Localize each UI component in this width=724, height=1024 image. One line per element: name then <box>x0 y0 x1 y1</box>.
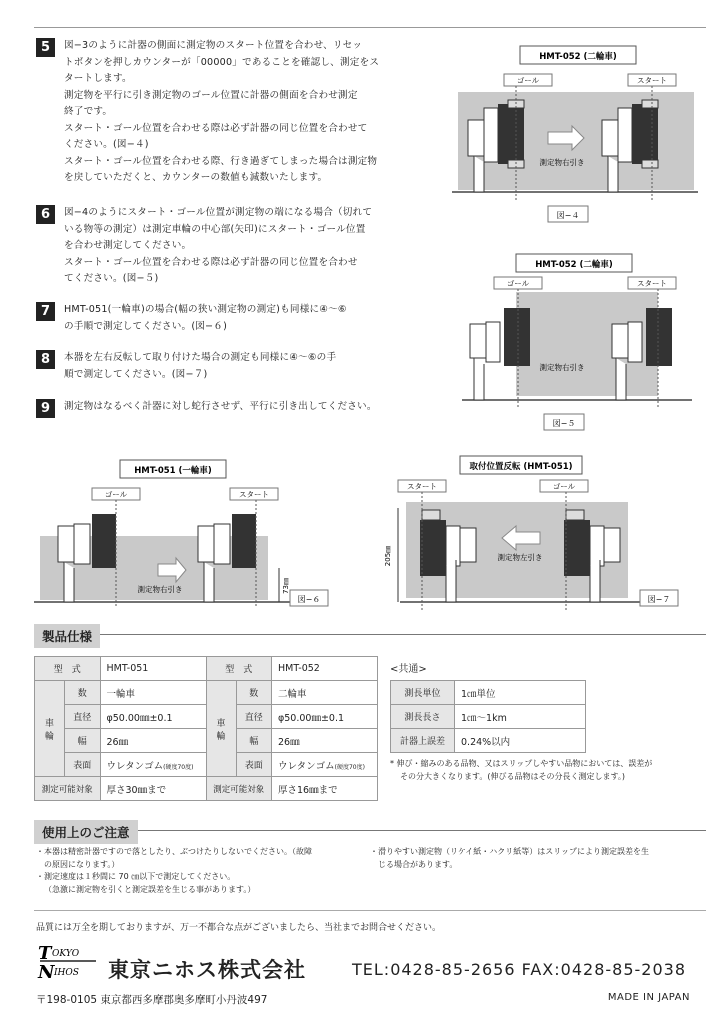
start-label: スタート <box>637 279 667 288</box>
step-line: を戻していただくと、カウンターの数値も減数いたします。 <box>64 172 328 183</box>
common-label: 測長単位 <box>391 681 455 705</box>
spec-table <box>34 656 378 801</box>
cautions-section-title: 使用上のご注意 <box>34 820 138 844</box>
step-line: てください。(図−５) <box>64 273 159 284</box>
count-value: 二輪車 <box>272 681 378 705</box>
step-line: 測定物はなるべく計器に対し蛇行させず、平行に引き出してください。 <box>64 401 377 412</box>
figure-title: HMT-052 (二輪車) <box>539 52 617 62</box>
step-line: トボタンを押しカウンターが「00000」であることを確認し、測定をス <box>64 56 380 68</box>
caution-line: の原因になります。） <box>44 859 120 869</box>
contact-numbers: TEL:0428-85-2656 FAX:0428-85-2038 <box>352 960 686 979</box>
step-line: ください。(図−４) <box>64 139 149 150</box>
step-line: スタート・ゴール位置を合わせる際は必ず計器の同じ位置を合わせて <box>64 122 368 134</box>
step-number: 7 <box>36 302 55 321</box>
common-value: 1㎝単位 <box>455 681 586 705</box>
target-value: 厚さ30㎜まで <box>100 777 206 801</box>
model-header: 型 式 <box>35 657 101 681</box>
quality-notice: 品質には万全を期しておりますが、万一不都合な点がございましたら、当社までお問合せください。 <box>36 923 442 933</box>
company-address: 〒198-0105 東京都西多摩郡奥多摩町小丹波497 <box>36 994 268 1006</box>
section-rule <box>34 634 706 635</box>
model-value: HMT-052 <box>272 657 378 681</box>
model-header: 型 式 <box>206 657 272 681</box>
step-line: 測定物を平行に引き測定物のゴール位置に計器の側面を合わせ測定 <box>64 89 358 101</box>
figure-caption: 図−７ <box>647 595 671 604</box>
step-9 <box>36 399 416 416</box>
surface-header: 表面 <box>65 753 101 777</box>
width-value: 26㎜ <box>272 729 378 753</box>
common-label: 測長長さ <box>391 705 455 729</box>
step-line: 終了です。 <box>64 106 113 117</box>
step-line: 本器を左右反転して取り付けた場合の測定も同様に④〜⑥の手 <box>64 352 337 363</box>
svg-text:T: T <box>38 943 52 964</box>
model-value: HMT-051 <box>100 657 206 681</box>
step-5 <box>36 38 416 187</box>
step-line: スタート・ゴール位置を合わせる際、行き過ぎてしまった場合は測定物 <box>64 155 378 167</box>
width-header: 幅 <box>236 729 272 753</box>
figure-5 <box>452 252 702 437</box>
figure-title: HMT-052 (二輪車) <box>535 260 613 270</box>
company-name: 東京ニホス株式会社 <box>108 958 306 982</box>
spec-note <box>390 758 690 783</box>
caution-line: ・本器は精密計器ですので落としたり、ぶつけたりしないでください。（故障 <box>36 847 312 856</box>
surface-value <box>272 753 378 777</box>
company-logo <box>36 942 100 980</box>
goal-label: ゴール <box>104 490 128 499</box>
caution-line: ・滑りやすい測定物（リケイ紙・ハクリ紙等）はスリップにより測定誤差を生 <box>370 847 649 856</box>
step-text <box>64 350 416 383</box>
diameter-header: 直径 <box>236 705 272 729</box>
logo-text-bottom: IHOS <box>54 968 79 978</box>
width-value: 26㎜ <box>100 729 206 753</box>
step-text <box>64 302 416 335</box>
figure-caption: 図−６ <box>297 595 321 604</box>
caution-line: じる場合があります。 <box>378 859 458 869</box>
start-label: スタート <box>637 76 667 85</box>
step-line: を合わせ測定してください。 <box>64 240 192 251</box>
wheel-header: 車輪 <box>206 681 236 777</box>
footer-rule <box>34 910 706 911</box>
pull-direction-label: 測定物左引き <box>497 553 543 562</box>
surface-hardness: (硬度70度) <box>334 763 365 771</box>
goal-label: ゴール <box>506 279 530 288</box>
note-line: * 伸び・縮みのある品物、又はスリップしやすい品物においては、誤差が <box>390 759 653 768</box>
cautions-left <box>36 846 356 896</box>
step-number: 8 <box>36 350 55 369</box>
surface-material: ウレタンゴム <box>106 760 164 772</box>
pull-direction-label: 測定物右引き <box>539 363 585 372</box>
logo-text-top: OKYO <box>52 949 80 959</box>
height-dimension: 73㎜ <box>282 578 290 594</box>
count-header: 数 <box>65 681 101 705</box>
common-value: 0.24%以内 <box>455 729 586 753</box>
surface-header: 表面 <box>236 753 272 777</box>
step-number: 9 <box>36 399 55 418</box>
step-line: いる物等の測定）は測定車輪の中心部(矢印)にスタート・ゴール位置 <box>64 223 366 235</box>
figure-6 <box>34 456 334 614</box>
diameter-value: φ50.00㎜±0.1 <box>100 705 206 729</box>
target-value: 厚さ16㎜まで <box>272 777 378 801</box>
step-6 <box>36 205 416 288</box>
note-line: その分大きくなります。(伸びる品物はその分長く測定します。) <box>400 771 625 781</box>
common-value: 1㎝〜1km <box>455 705 586 729</box>
step-number: 6 <box>36 205 55 224</box>
step-line: 図−4のようにスタート・ゴール位置が測定物の端になる場合（切れて <box>64 207 373 218</box>
pull-direction-label: 測定物右引き <box>137 585 183 594</box>
figure-caption: 図−４ <box>556 211 580 220</box>
step-number: 5 <box>36 38 55 57</box>
step-text <box>64 205 416 288</box>
top-rule <box>34 27 706 28</box>
common-title: <共通> <box>390 664 427 675</box>
start-label: スタート <box>239 490 269 499</box>
diameter-value: φ50.00㎜±0.1 <box>272 705 378 729</box>
spec-section-title: 製品仕様 <box>34 624 100 648</box>
goal-label: ゴール <box>552 482 576 491</box>
step-8 <box>36 350 416 383</box>
target-header: 測定可能対象 <box>206 777 272 801</box>
count-value: 一輪車 <box>100 681 206 705</box>
figure-title: 取付位置反転 (HMT-051) <box>469 462 573 472</box>
step-line: スタート・ゴール位置を合わせる際は必ず計器の同じ位置を合わせ <box>64 256 358 268</box>
width-header: 幅 <box>65 729 101 753</box>
surface-value <box>100 753 206 777</box>
step-7 <box>36 302 416 335</box>
figure-7 <box>380 452 700 614</box>
start-label: スタート <box>407 482 437 491</box>
svg-text:N: N <box>38 962 55 980</box>
step-text <box>64 399 416 416</box>
caution-line: （急激に測定物を引くと測定誤差を生じる事があります。） <box>44 884 256 894</box>
step-line: の手順で測定してください。(図−６) <box>64 320 228 332</box>
goal-label: ゴール <box>516 76 540 85</box>
step-text <box>64 38 416 187</box>
pull-direction-label: 測定物右引き <box>539 158 585 167</box>
surface-hardness: (硬度70度) <box>163 763 194 771</box>
made-in-label: MADE IN JAPAN <box>607 992 690 1003</box>
surface-material: ウレタンゴム <box>278 760 335 772</box>
figure-caption: 図−５ <box>552 419 576 428</box>
height-dimension: 205㎜ <box>384 545 392 567</box>
diameter-header: 直径 <box>65 705 101 729</box>
caution-line: ・測定速度は１秒間に 70 ㎝以下で測定してください。 <box>36 872 236 881</box>
step-line: 順で測定してください。(図−７) <box>64 368 208 380</box>
step-line: 図−3のように計器の側面に測定物のスタート位置を合わせ、リセッ <box>64 40 363 51</box>
count-header: 数 <box>236 681 272 705</box>
cautions-right <box>370 846 700 871</box>
target-header: 測定可能対象 <box>35 777 101 801</box>
figure-4 <box>452 42 702 232</box>
step-line: HMT-051(一輪車)の場合(幅の狭い測定物の測定)も同様に④〜⑥ <box>64 304 347 315</box>
common-label: 計器上誤差 <box>391 729 455 753</box>
wheel-header: 車輪 <box>35 681 65 777</box>
figure-title: HMT-051 (一輪車) <box>134 466 212 476</box>
common-spec-table <box>390 680 586 753</box>
step-line: タートします。 <box>64 73 132 84</box>
